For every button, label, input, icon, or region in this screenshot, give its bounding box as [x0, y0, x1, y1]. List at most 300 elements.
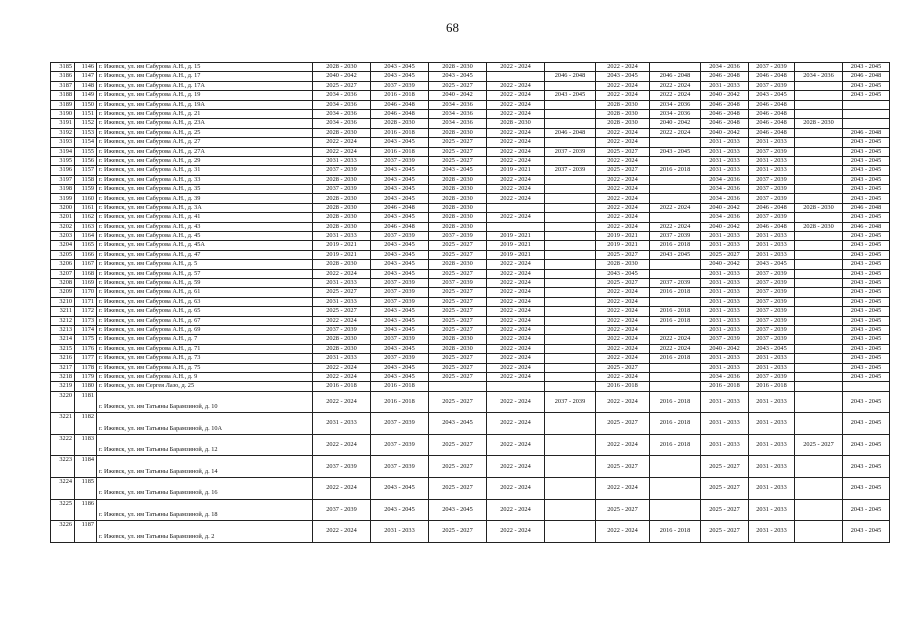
table-row: [51, 297, 890, 306]
period-cell: [545, 354, 596, 363]
period-cell: 2031 - 2033: [749, 413, 795, 435]
period-cell: 2043 - 2045: [429, 499, 487, 521]
period-cell: 2019 - 2021: [596, 241, 650, 250]
period-cell: 2043 - 2045: [749, 344, 795, 353]
period-cell: 2022 - 2024: [487, 128, 545, 137]
table-row: [51, 278, 890, 287]
period-cell: [545, 109, 596, 118]
period-cell: 2037 - 2039: [371, 288, 429, 297]
period-cell: 2031 - 2033: [749, 354, 795, 363]
period-cell: 2043 - 2045: [843, 241, 890, 250]
period-cell: [795, 138, 843, 147]
period-cell: 2043 - 2045: [843, 278, 890, 287]
period-cell: 2022 - 2024: [487, 354, 545, 363]
house-id-cell: 1151: [75, 109, 97, 118]
period-cell: 2022 - 2024: [487, 456, 545, 478]
address-cell: г. Ижевск, ул. им Татьяны Барамзиной, д. 16: [97, 478, 313, 500]
period-cell: 2031 - 2033: [701, 269, 749, 278]
period-cell: 2025 - 2027: [429, 316, 487, 325]
period-cell: 2037 - 2039: [313, 456, 371, 478]
address-cell: г. Ижевск, ул. им Сабурова А.Н., д. 27: [97, 138, 313, 147]
period-cell: 2016 - 2018: [371, 128, 429, 137]
period-cell: 2043 - 2045: [843, 269, 890, 278]
period-cell: 2022 - 2024: [596, 372, 650, 381]
row-number-cell: 3204: [51, 241, 75, 250]
table-row: [51, 63, 890, 72]
period-cell: [545, 260, 596, 269]
period-cell: 2031 - 2033: [701, 391, 749, 413]
period-cell: 2022 - 2024: [596, 91, 650, 100]
period-cell: 2022 - 2024: [487, 307, 545, 316]
period-cell: 2025 - 2027: [313, 81, 371, 90]
address-cell: г. Ижевск, ул. им Сабурова А.Н., д. 73: [97, 354, 313, 363]
address-cell: г. Ижевск, ул. им Сабурова А.Н., д. 17: [97, 72, 313, 81]
period-cell: 2016 - 2018: [650, 288, 701, 297]
period-cell: 2046 - 2048: [650, 72, 701, 81]
period-cell: 2022 - 2024: [487, 63, 545, 72]
period-cell: 2043 - 2045: [371, 307, 429, 316]
house-id-cell: 1182: [75, 413, 97, 435]
period-cell: [545, 316, 596, 325]
period-cell: 2031 - 2033: [313, 232, 371, 241]
period-cell: 2028 - 2030: [596, 100, 650, 109]
period-cell: 2022 - 2024: [313, 478, 371, 500]
period-cell: 2022 - 2024: [596, 391, 650, 413]
period-cell: 2043 - 2045: [429, 72, 487, 81]
period-cell: 2025 - 2027: [429, 250, 487, 259]
period-cell: 2043 - 2045: [650, 147, 701, 156]
period-cell: 2022 - 2024: [596, 213, 650, 222]
house-id-cell: 1150: [75, 100, 97, 109]
period-cell: 2046 - 2048: [371, 109, 429, 118]
period-cell: [650, 260, 701, 269]
period-cell: 2046 - 2048: [701, 72, 749, 81]
period-cell: 2046 - 2048: [749, 203, 795, 212]
address-cell: г. Ижевск, ул. им Сабурова А.Н., д. 27А: [97, 147, 313, 156]
period-cell: 2046 - 2048: [843, 222, 890, 231]
row-number-cell: 3194: [51, 147, 75, 156]
period-cell: 2037 - 2039: [749, 81, 795, 90]
period-cell: [795, 128, 843, 137]
period-cell: [843, 109, 890, 118]
address-cell: г. Ижевск, ул. им Сабурова А.Н., д. 29: [97, 156, 313, 165]
address-cell: г. Ижевск, ул. им Сабурова А.Н., д. 3А: [97, 203, 313, 212]
row-number-cell: 3191: [51, 119, 75, 128]
period-cell: 2031 - 2033: [701, 297, 749, 306]
period-cell: 2022 - 2024: [487, 521, 545, 543]
period-cell: [650, 456, 701, 478]
period-cell: [487, 222, 545, 231]
period-cell: 2028 - 2030: [429, 175, 487, 184]
address-cell: г. Ижевск, ул. им Сабурова А.Н., д. 19: [97, 91, 313, 100]
period-cell: 2022 - 2024: [596, 185, 650, 194]
table-row: [51, 100, 890, 109]
period-cell: 2031 - 2033: [701, 413, 749, 435]
row-number-cell: 3201: [51, 213, 75, 222]
period-cell: 2025 - 2027: [596, 499, 650, 521]
period-cell: 2022 - 2024: [596, 325, 650, 334]
period-cell: 2043 - 2045: [843, 194, 890, 203]
period-cell: 2046 - 2048: [371, 222, 429, 231]
period-cell: 2043 - 2045: [843, 456, 890, 478]
period-cell: [545, 478, 596, 500]
period-cell: 2043 - 2045: [843, 250, 890, 259]
house-id-cell: 1173: [75, 316, 97, 325]
period-cell: 2037 - 2039: [749, 297, 795, 306]
period-cell: 2028 - 2030: [596, 109, 650, 118]
period-cell: 2043 - 2045: [843, 91, 890, 100]
period-cell: 2022 - 2024: [487, 413, 545, 435]
row-number-cell: 3222: [51, 434, 75, 456]
period-cell: 2028 - 2030: [596, 119, 650, 128]
period-cell: 2043 - 2045: [843, 434, 890, 456]
period-cell: 2043 - 2045: [843, 185, 890, 194]
period-cell: 2022 - 2024: [487, 213, 545, 222]
period-cell: [545, 203, 596, 212]
period-cell: [795, 278, 843, 287]
period-cell: [545, 456, 596, 478]
period-cell: 2043 - 2045: [371, 213, 429, 222]
period-cell: 2028 - 2030: [429, 203, 487, 212]
table-row: [51, 354, 890, 363]
table-row: [51, 222, 890, 231]
period-cell: 2043 - 2045: [843, 213, 890, 222]
row-number-cell: 3186: [51, 72, 75, 81]
period-cell: 2025 - 2027: [429, 434, 487, 456]
period-cell: 2022 - 2024: [650, 91, 701, 100]
period-cell: [795, 344, 843, 353]
house-id-cell: 1169: [75, 278, 97, 287]
period-cell: 2037 - 2039: [429, 278, 487, 287]
period-cell: 2031 - 2033: [749, 232, 795, 241]
period-cell: 2022 - 2024: [313, 434, 371, 456]
period-cell: [545, 363, 596, 372]
period-cell: 2022 - 2024: [487, 316, 545, 325]
table-row: [51, 325, 890, 334]
table-row: [51, 344, 890, 353]
period-cell: 2046 - 2048: [371, 203, 429, 212]
house-id-cell: 1155: [75, 147, 97, 156]
period-cell: [795, 372, 843, 381]
period-cell: 2043 - 2045: [596, 72, 650, 81]
table-row: [51, 175, 890, 184]
table-row: [51, 288, 890, 297]
period-cell: 2037 - 2039: [371, 354, 429, 363]
address-cell: г. Ижевск, ул. им Сабурова А.Н., д. 65: [97, 307, 313, 316]
period-cell: 2037 - 2039: [545, 166, 596, 175]
period-cell: 2031 - 2033: [749, 434, 795, 456]
period-cell: 2028 - 2030: [313, 194, 371, 203]
period-cell: [545, 297, 596, 306]
period-cell: 2031 - 2033: [749, 363, 795, 372]
period-cell: 2031 - 2033: [701, 316, 749, 325]
address-cell: г. Ижевск, ул. им Татьяны Барамзиной, д. 2: [97, 521, 313, 543]
period-cell: 2022 - 2024: [487, 147, 545, 156]
period-cell: 2043 - 2045: [843, 391, 890, 413]
period-cell: 2037 - 2039: [749, 278, 795, 287]
address-cell: г. Ижевск, ул. им Сабурова А.Н., д. 45: [97, 232, 313, 241]
period-cell: 2031 - 2033: [371, 521, 429, 543]
address-cell: г. Ижевск, ул. им Сабурова А.Н., д. 57: [97, 269, 313, 278]
period-cell: 2022 - 2024: [487, 269, 545, 278]
period-cell: 2028 - 2030: [313, 335, 371, 344]
period-cell: [650, 372, 701, 381]
period-cell: 2025 - 2027: [596, 456, 650, 478]
row-number-cell: 3185: [51, 63, 75, 72]
period-cell: 2031 - 2033: [701, 325, 749, 334]
period-cell: 2025 - 2027: [701, 478, 749, 500]
period-cell: 2034 - 2036: [701, 175, 749, 184]
row-number-cell: 3187: [51, 81, 75, 90]
period-cell: 2022 - 2024: [596, 316, 650, 325]
period-cell: 2040 - 2042: [313, 72, 371, 81]
period-cell: 2034 - 2036: [795, 72, 843, 81]
period-cell: [795, 335, 843, 344]
period-cell: 2022 - 2024: [487, 100, 545, 109]
period-cell: 2046 - 2048: [749, 100, 795, 109]
period-cell: 2022 - 2024: [596, 354, 650, 363]
address-cell: г. Ижевск, ул. им Сабурова А.Н., д. 21: [97, 109, 313, 118]
period-cell: 2043 - 2045: [843, 232, 890, 241]
house-id-cell: 1187: [75, 521, 97, 543]
period-cell: [795, 260, 843, 269]
house-id-cell: 1157: [75, 166, 97, 175]
period-cell: 2028 - 2030: [795, 203, 843, 212]
period-cell: 2022 - 2024: [596, 478, 650, 500]
period-cell: [795, 499, 843, 521]
period-cell: [795, 194, 843, 203]
period-cell: 2037 - 2039: [701, 335, 749, 344]
period-cell: [795, 100, 843, 109]
period-cell: 2016 - 2018: [650, 166, 701, 175]
row-number-cell: 3190: [51, 109, 75, 118]
period-cell: 2031 - 2033: [701, 147, 749, 156]
period-cell: 2028 - 2030: [429, 335, 487, 344]
period-cell: [545, 156, 596, 165]
period-cell: 2034 - 2036: [701, 372, 749, 381]
period-cell: 2043 - 2045: [545, 91, 596, 100]
period-cell: 2046 - 2048: [749, 72, 795, 81]
period-cell: 2022 - 2024: [313, 363, 371, 372]
period-cell: 2028 - 2030: [313, 128, 371, 137]
period-cell: 2031 - 2033: [313, 413, 371, 435]
period-cell: 2037 - 2039: [749, 307, 795, 316]
row-number-cell: 3197: [51, 175, 75, 184]
period-cell: 2019 - 2021: [487, 250, 545, 259]
period-cell: 2043 - 2045: [371, 269, 429, 278]
table-row: [51, 138, 890, 147]
house-id-cell: 1176: [75, 344, 97, 353]
period-cell: 2043 - 2045: [371, 478, 429, 500]
period-cell: [545, 175, 596, 184]
house-id-cell: 1162: [75, 213, 97, 222]
period-cell: [795, 325, 843, 334]
period-cell: 2046 - 2048: [371, 100, 429, 109]
period-cell: [650, 185, 701, 194]
period-cell: 2025 - 2027: [429, 288, 487, 297]
period-cell: 2037 - 2039: [749, 288, 795, 297]
period-cell: 2031 - 2033: [701, 354, 749, 363]
house-id-cell: 1170: [75, 288, 97, 297]
period-cell: 2022 - 2024: [650, 344, 701, 353]
row-number-cell: 3210: [51, 297, 75, 306]
period-cell: 2028 - 2030: [313, 222, 371, 231]
period-cell: [429, 382, 487, 391]
table-row: [51, 91, 890, 100]
address-cell: г. Ижевск, ул. им Сабурова А.Н., д. 43: [97, 222, 313, 231]
period-cell: 2037 - 2039: [371, 156, 429, 165]
period-cell: [650, 156, 701, 165]
period-cell: 2034 - 2036: [701, 185, 749, 194]
row-number-cell: 3203: [51, 232, 75, 241]
page-number: 68: [446, 20, 459, 35]
period-cell: [650, 382, 701, 391]
period-cell: 2043 - 2045: [371, 499, 429, 521]
address-cell: г. Ижевск, ул. им Сабурова А.Н., д. 41: [97, 213, 313, 222]
period-cell: 2031 - 2033: [313, 297, 371, 306]
period-cell: 2022 - 2024: [487, 478, 545, 500]
period-cell: 2022 - 2024: [487, 391, 545, 413]
period-cell: [795, 81, 843, 90]
period-cell: 2028 - 2030: [313, 203, 371, 212]
period-cell: 2028 - 2030: [429, 344, 487, 353]
house-id-cell: 1178: [75, 363, 97, 372]
period-cell: 2031 - 2033: [701, 232, 749, 241]
house-id-cell: 1171: [75, 297, 97, 306]
period-cell: [795, 288, 843, 297]
period-cell: 2022 - 2024: [596, 138, 650, 147]
period-cell: [795, 241, 843, 250]
period-cell: 2043 - 2045: [843, 372, 890, 381]
period-cell: [650, 194, 701, 203]
period-cell: 2040 - 2042: [701, 91, 749, 100]
table-row: [51, 250, 890, 259]
address-cell: г. Ижевск, ул. им Сабурова А.Н., д. 45А: [97, 241, 313, 250]
table-row: [51, 372, 890, 381]
period-cell: [795, 156, 843, 165]
period-cell: 2031 - 2033: [313, 354, 371, 363]
period-cell: 2022 - 2024: [313, 372, 371, 381]
house-id-cell: 1159: [75, 185, 97, 194]
repair-schedule-table: [50, 62, 890, 543]
period-cell: 2031 - 2033: [701, 166, 749, 175]
period-cell: [545, 344, 596, 353]
period-cell: 2031 - 2033: [749, 391, 795, 413]
period-cell: [795, 307, 843, 316]
table-row: [51, 456, 890, 478]
period-cell: 2016 - 2018: [371, 382, 429, 391]
period-cell: [545, 325, 596, 334]
period-cell: 2025 - 2027: [429, 307, 487, 316]
period-cell: 2022 - 2024: [313, 316, 371, 325]
period-cell: 2022 - 2024: [650, 203, 701, 212]
period-cell: 2040 - 2042: [701, 222, 749, 231]
period-cell: [795, 91, 843, 100]
table-row: [51, 307, 890, 316]
period-cell: 2043 - 2045: [843, 63, 890, 72]
period-cell: [650, 138, 701, 147]
period-cell: [545, 100, 596, 109]
period-cell: [650, 269, 701, 278]
address-cell: г. Ижевск, ул. им Сабурова А.Н., д. 69: [97, 325, 313, 334]
period-cell: 2037 - 2039: [749, 147, 795, 156]
table-row: [51, 203, 890, 212]
period-cell: 2043 - 2045: [843, 335, 890, 344]
period-cell: 2043 - 2045: [843, 175, 890, 184]
period-cell: 2043 - 2045: [371, 175, 429, 184]
period-cell: 2043 - 2045: [749, 260, 795, 269]
period-cell: 2025 - 2027: [313, 288, 371, 297]
period-cell: 2037 - 2039: [313, 325, 371, 334]
house-id-cell: 1148: [75, 81, 97, 90]
period-cell: 2037 - 2039: [371, 278, 429, 287]
row-number-cell: 3220: [51, 391, 75, 413]
period-cell: 2031 - 2033: [749, 456, 795, 478]
house-id-cell: 1181: [75, 391, 97, 413]
period-cell: 2016 - 2018: [650, 316, 701, 325]
period-cell: 2025 - 2027: [596, 413, 650, 435]
period-cell: 2034 - 2036: [313, 109, 371, 118]
address-cell: г. Ижевск, ул. им Сабурова А.Н., д. 7: [97, 335, 313, 344]
address-cell: г. Ижевск, ул. им Татьяны Барамзиной, д. 10А: [97, 413, 313, 435]
period-cell: 2037 - 2039: [429, 232, 487, 241]
period-cell: 2022 - 2024: [596, 128, 650, 137]
period-cell: [545, 138, 596, 147]
house-id-cell: 1177: [75, 354, 97, 363]
row-number-cell: 3206: [51, 260, 75, 269]
period-cell: 2043 - 2045: [843, 147, 890, 156]
period-cell: 2046 - 2048: [545, 72, 596, 81]
period-cell: 2037 - 2039: [545, 147, 596, 156]
table-row: [51, 499, 890, 521]
period-cell: 2040 - 2042: [650, 119, 701, 128]
address-cell: г. Ижевск, ул. им Сабурова А.Н., д. 17А: [97, 81, 313, 90]
period-cell: 2019 - 2021: [596, 232, 650, 241]
table-row: [51, 166, 890, 175]
period-cell: 2028 - 2030: [429, 194, 487, 203]
house-id-cell: 1167: [75, 260, 97, 269]
period-cell: [545, 81, 596, 90]
period-cell: 2037 - 2039: [749, 316, 795, 325]
period-cell: [795, 269, 843, 278]
period-cell: 2022 - 2024: [487, 288, 545, 297]
period-cell: 2037 - 2039: [371, 413, 429, 435]
period-cell: 2031 - 2033: [749, 499, 795, 521]
period-cell: 2046 - 2048: [749, 222, 795, 231]
period-cell: 2037 - 2039: [749, 194, 795, 203]
row-number-cell: 3211: [51, 307, 75, 316]
period-cell: 2025 - 2027: [429, 269, 487, 278]
period-cell: 2022 - 2024: [313, 138, 371, 147]
table-row: [51, 316, 890, 325]
table-row: [51, 81, 890, 90]
table-row: [51, 128, 890, 137]
period-cell: 2043 - 2045: [843, 297, 890, 306]
period-cell: 2031 - 2033: [749, 138, 795, 147]
period-cell: 2025 - 2027: [701, 250, 749, 259]
row-number-cell: 3225: [51, 499, 75, 521]
period-cell: 2031 - 2033: [701, 241, 749, 250]
period-cell: [650, 499, 701, 521]
table-row: [51, 434, 890, 456]
period-cell: 2016 - 2018: [371, 91, 429, 100]
period-cell: [545, 250, 596, 259]
period-cell: 2043 - 2045: [371, 241, 429, 250]
period-cell: 2022 - 2024: [487, 91, 545, 100]
period-cell: 2022 - 2024: [487, 175, 545, 184]
row-number-cell: 3188: [51, 91, 75, 100]
period-cell: 2043 - 2045: [371, 72, 429, 81]
